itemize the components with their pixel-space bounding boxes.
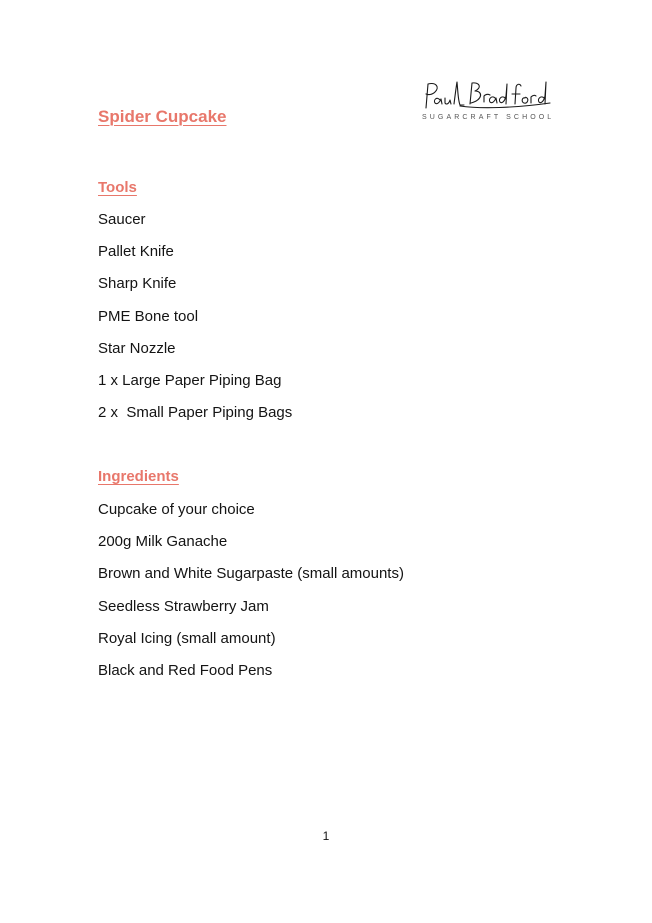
list-item: Royal Icing (small amount) <box>98 629 276 647</box>
paul-bradford-logo <box>420 78 555 126</box>
list-item: Brown and White Sugarpaste (small amounts) <box>98 565 404 583</box>
list-item: Cupcake of your choice <box>98 501 255 518</box>
tools-heading: Tools <box>98 179 137 196</box>
list-item: Star Nozzle <box>98 339 176 357</box>
list-item: Black and Red Food Pens <box>98 661 273 679</box>
logo-subtitle: SUGARCRAFT SCHOOL <box>422 114 555 121</box>
signature-logo-icon <box>420 78 552 114</box>
ingredients-list <box>98 494 404 687</box>
list-item: Sharp Knife <box>98 275 177 293</box>
list-item: 200g Milk Ganache <box>98 533 228 551</box>
tools-list <box>98 204 292 429</box>
page-title: Spider Cupcake <box>98 107 227 126</box>
list-item: 1 x Large Paper Piping Bag <box>98 371 282 389</box>
page-number: 1 <box>322 829 330 843</box>
list-item: Seedless Strawberry Jam <box>98 597 269 615</box>
list-item: Saucer <box>98 211 146 228</box>
list-item: 2 x Small Paper Piping Bags <box>98 404 293 422</box>
list-item: PME Bone tool <box>98 307 199 325</box>
ingredients-heading: Ingredients <box>98 468 179 485</box>
list-item: Pallet Knife <box>98 243 174 261</box>
